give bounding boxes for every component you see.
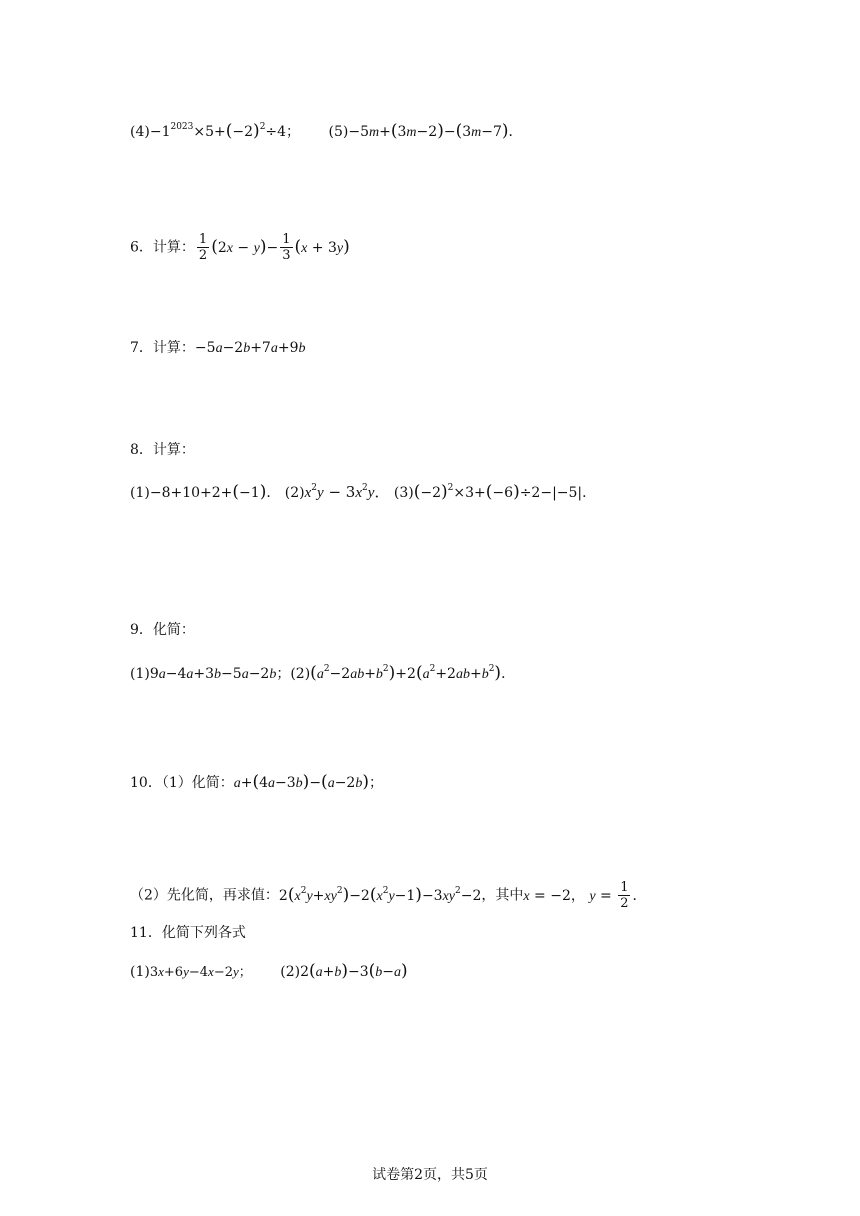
math-expression: a+(4a−3b)−(a−2b)； (233, 772, 383, 792)
problem-8-parts (130, 478, 596, 503)
problem-11-heading (130, 923, 246, 943)
problem-8-heading (130, 440, 195, 460)
problem-10-part-1 (130, 772, 383, 794)
math-expression: $(-2)^2\times 3+(-6)\div 2-|-5|$． (413, 482, 597, 502)
part-label: (2) (290, 666, 311, 682)
problem-9-parts (130, 659, 515, 685)
part-label: (1) (130, 964, 150, 980)
page-footer: 试卷第2页，共5页 (372, 1167, 488, 1183)
problem-10-part-2 (130, 880, 646, 911)
part-label: (5) (328, 124, 349, 140)
problem-6 (130, 232, 350, 263)
problem-prefix: 9．化简： (130, 622, 195, 638)
problem-prefix: 7．计算： (130, 340, 195, 356)
part-label: (2) (284, 485, 305, 501)
problem-9-heading (130, 620, 195, 640)
problem-5-parts-4-5 (130, 117, 523, 143)
problem-11-parts (130, 961, 408, 983)
math-expression: $(a^2-2ab+b^2)+2(a^2+2ab+b^2)$． (310, 663, 516, 683)
math-expression: $x^2y - 3x^2y$． (304, 483, 390, 501)
condition-text: ，其中 (481, 887, 524, 904)
problem-prefix: （2）先化简，再求值： (130, 887, 279, 904)
problem-prefix: 6．计算： (130, 239, 195, 256)
problem-prefix: 10．（1）化简： (130, 775, 234, 791)
problem-prefix: 8．计算： (130, 442, 195, 458)
math-expression: $2(x^2y+xy^2)-2(x^2y-1)-3xy^2-2$ (278, 884, 482, 905)
math-expression: −5m+(3m−2)−(3m−7)． (348, 121, 523, 141)
part-label: (1) (130, 666, 150, 682)
math-expression: 9a−4a+3b−5a−2b； (149, 666, 291, 682)
problem-7 (130, 338, 305, 359)
part-label: (3) (393, 485, 414, 501)
math-expression: 3x+6y−4x−2y； (149, 964, 252, 980)
math-expression: x = −2， y = $\frac{1}{2}$ ． (523, 880, 647, 911)
math-expression: −5a−2b+7a+9b (194, 340, 306, 356)
problem-prefix: 11．化简下列各式 (130, 925, 246, 941)
math-expression: −8+10+2+(−1)． (149, 482, 281, 502)
part-label: (2) (280, 964, 301, 980)
part-label: (1) (130, 485, 150, 501)
math-expression: $-1^{2023}\times 5+(-2)^2\div 4$； (149, 121, 301, 141)
part-label: (4) (130, 124, 150, 140)
math-expression: 2(a+b)−3(b−a) (300, 961, 408, 981)
math-expression: $\frac{1}{2}$ (2x − y)− $\frac{1}{3}$ (x + 3y) (198, 232, 350, 263)
